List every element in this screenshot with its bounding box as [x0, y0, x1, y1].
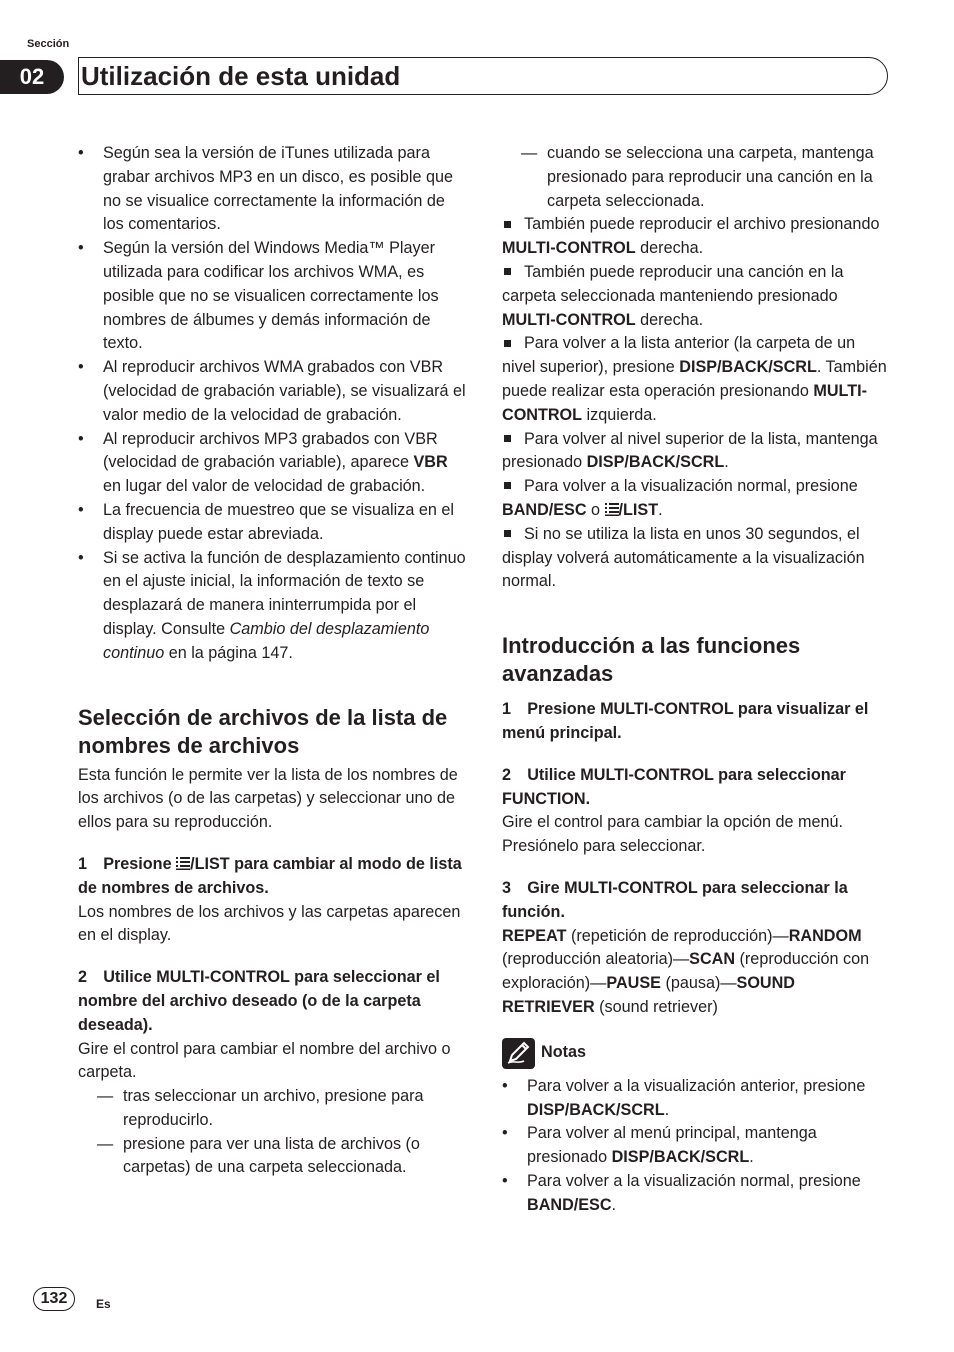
text: (repetición de reproducción)— [566, 926, 789, 945]
bold-term: DISP/BACK/SCRL [611, 1148, 750, 1167]
text: (pausa)— [660, 974, 737, 993]
text: Para volver a la lista anterior (la carpeta de un nivel superior), presione [502, 334, 856, 377]
step-1-heading [78, 853, 468, 901]
square-bullet-icon [504, 435, 511, 442]
bold-term: MULTI-CONTROL [502, 381, 868, 424]
bold-term: DISP/BACK/SCRL [527, 1100, 665, 1119]
notes-title: Notas [541, 1043, 586, 1062]
text: Si se activa la función de desplazamiento continuo en el ajuste inicial, la información de texto se desplazará de manera ininterrumpida por el display. Consulte [103, 548, 466, 638]
text: . [724, 453, 729, 472]
square-bullet-item [502, 213, 892, 261]
text: derecha. [635, 310, 704, 329]
text: derecha. [635, 239, 704, 258]
step-2-heading: 2 Utilice MULTI-CONTROL para seleccionar FUNCTION. [502, 765, 846, 808]
step-1-body: Los nombres de los archivos y las carpetas aparecen en el display. [78, 902, 461, 945]
bullet-item [78, 428, 468, 499]
step-1-heading: 1 Presione MULTI-CONTROL para visualizar el menú principal. [502, 700, 869, 742]
notes-list [502, 1075, 892, 1218]
section-heading: Selección de archivos de la lista de nombres de archivos [78, 704, 448, 758]
bold-term: SOUND RETRIEVER [502, 974, 795, 1016]
text: . [658, 500, 663, 519]
text: Para volver a la visualización normal, presione [527, 1171, 861, 1190]
square-bullet-item [502, 261, 892, 332]
pencil-note-icon [502, 1038, 535, 1069]
chapter-title-box [78, 57, 888, 95]
page-number: 132 [33, 1287, 75, 1311]
text: Para volver a la visualización normal, presione [524, 477, 858, 496]
text: . [749, 1148, 754, 1167]
step-2-body: Gire el control para cambiar la opción de menú. Presiónelo para seleccionar. [502, 813, 844, 856]
section-intro: Esta función le permite ver la lista de los nombres de los archivos (o de las carpetas) y seleccionar uno de ellos para su reproducción. [78, 765, 458, 832]
left-column [78, 142, 468, 1180]
note-item [502, 1122, 892, 1170]
text: . También puede realizar esta operación presionando [502, 358, 887, 400]
bold-term: /LIST [618, 500, 659, 519]
step-2-heading: 2 Utilice MULTI-CONTROL para seleccionar el nombre del archivo deseado (o de la carpeta deseada). [78, 968, 440, 1034]
language-code: Es [96, 1297, 111, 1311]
bold-term: DISP/BACK/SCRL [586, 453, 725, 472]
text: También puede reproducir el archivo presionando [524, 215, 880, 234]
text: Para volver al nivel superior de la lista, mantenga presionado [502, 429, 878, 472]
text: (reproducción con exploración)— [502, 950, 870, 993]
text: (reproducción aleatoria)— [502, 950, 690, 969]
step-2-body: Gire el control para cambiar el nombre del archivo o carpeta. [78, 1039, 451, 1082]
text: 1 Presione [78, 854, 177, 873]
dash-item: — tras seleccionar un archivo, presione para reproducirlo. [78, 1085, 468, 1133]
bold-term: MULTI-CONTROL [502, 239, 636, 258]
dash-item: — presione para ver una lista de archivos (o carpetas) de una carpeta seleccionada. [78, 1133, 468, 1181]
text: izquierda. [582, 405, 657, 424]
list-icon [176, 857, 190, 870]
section-label: Sección [27, 38, 70, 50]
square-bullet-icon [504, 221, 511, 228]
bold-term: MULTI-CONTROL [502, 310, 636, 329]
square-bullet-item [502, 475, 892, 523]
text: Para volver al menú principal, mantenga presionado [527, 1124, 817, 1167]
bullet-item [78, 547, 468, 666]
text: También puede reproducir una canción en la carpeta seleccionada manteniendo presionado [502, 262, 844, 305]
bold-term: DISP/BACK/SCRL [679, 358, 817, 377]
bold-term: BAND/ESC [527, 1195, 612, 1214]
square-bullet-item [502, 428, 892, 476]
chapter-title: Utilización de esta unidad [81, 61, 401, 91]
dash-item: — cuando se selecciona una carpeta, mantenga presionado para reproducir una canción en la carpeta seleccionada. [502, 142, 892, 213]
bold-term: RANDOM [788, 926, 862, 945]
square-bullet-icon [504, 482, 511, 489]
bullet-item: • Según sea la versión de iTunes utilizada para grabar archivos MP3 en un disco, es posible que no se visualice correctamente la información de los comentarios. [78, 142, 468, 237]
bold-term: REPEAT [502, 926, 567, 945]
text: Al reproducir archivos MP3 grabados con VBR (velocidad de grabación variable), aparece [103, 429, 438, 472]
cross-reference: Cambio del desplazamiento continuo [103, 619, 430, 662]
note-item [502, 1170, 892, 1218]
text: . [664, 1100, 670, 1119]
square-bullet-item [502, 332, 892, 427]
text: o [586, 500, 605, 519]
bullet-item: • La frecuencia de muestreo que se visualiza en el display puede estar abreviada. [78, 499, 468, 547]
square-bullet-icon [504, 268, 511, 275]
dash-list [502, 142, 892, 213]
text: (sound retriever) [594, 997, 718, 1016]
text: Si no se utiliza la lista en unos 30 segundos, el display volverá automáticamente a la visualización normal. [502, 524, 865, 591]
text: en lugar del valor de velocidad de grabación. [103, 477, 426, 496]
notes-header [502, 1038, 892, 1069]
dash-list [78, 1085, 468, 1180]
bold-term: PAUSE [606, 974, 661, 993]
square-bullet-icon [504, 340, 511, 347]
step-3-heading: 3 Gire MULTI-CONTROL para seleccionar la función. [502, 878, 848, 921]
step-3-body [502, 925, 892, 1020]
square-bullet-item [502, 523, 892, 594]
note-item [502, 1075, 892, 1123]
bold-term: SCAN [689, 950, 736, 969]
bullet-item: • Al reproducir archivos WMA grabados con VBR (velocidad de grabación variable), se visualizará el valor medio de la velocidad de grabación. [78, 356, 468, 427]
bold-term: BAND/ESC [502, 500, 587, 519]
text: . [611, 1195, 617, 1214]
bullet-item: • Según la versión del Windows Media™ Player utilizada para codificar los archivos WMA, es posible que no se visualicen correctamente los nombres de álbumes y demás información de texto. [78, 237, 468, 356]
bold-term: VBR [413, 453, 448, 472]
text: Para volver a la visualización anterior, presione [527, 1076, 866, 1095]
text: en la página 147. [164, 643, 293, 662]
notes-bullet-list [78, 142, 468, 666]
section-number-tab: 02 [0, 60, 64, 94]
text: /LIST para cambiar al modo de lista de nombres de archivos. [78, 854, 462, 897]
square-bullet-icon [504, 530, 511, 537]
list-icon [605, 503, 619, 516]
right-column [502, 142, 892, 1217]
section-heading: Introducción a las funciones avanzadas [502, 633, 801, 687]
